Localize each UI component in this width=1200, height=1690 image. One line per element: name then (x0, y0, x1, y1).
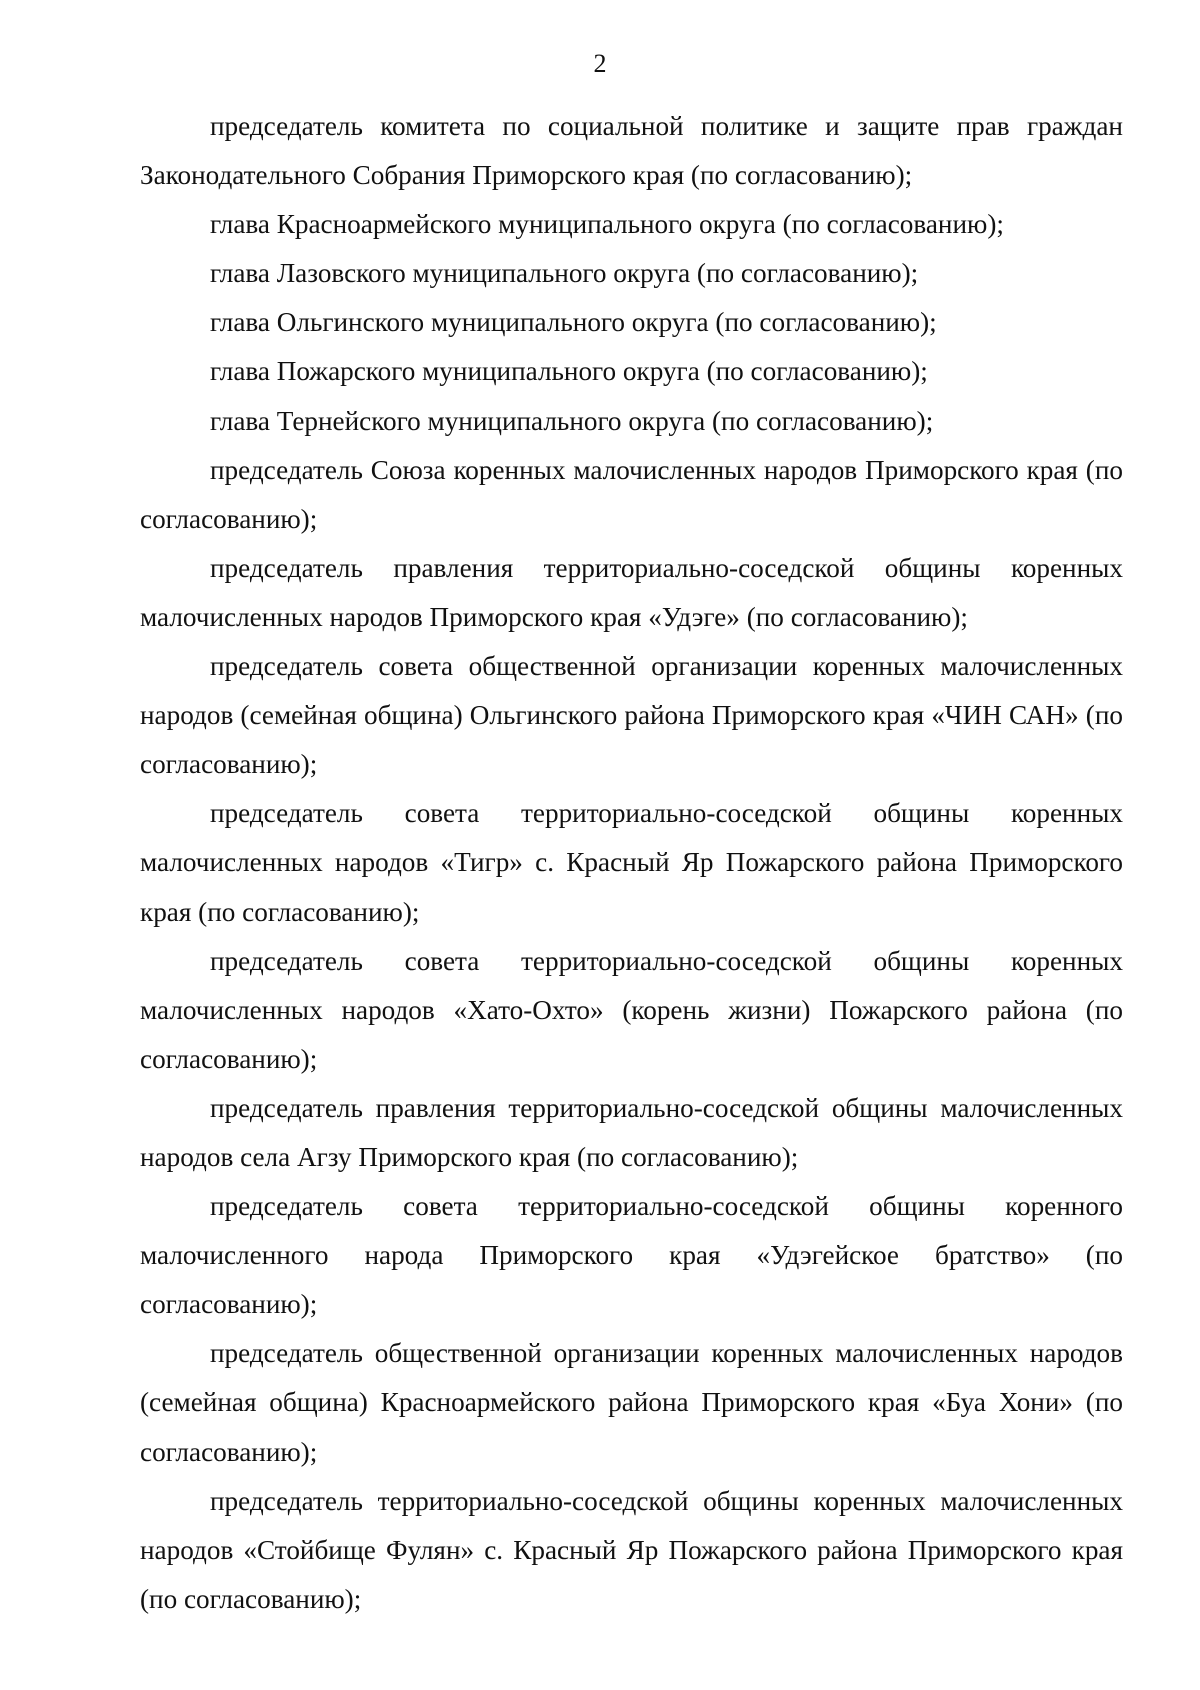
member-entry: глава Ольгинского муниципального округа (по согласованию); (210, 307, 937, 338)
member-entry: председатель совета общественной организации коренных малочисленных народов (семейная община) Ольгинского района Приморского края «ЧИН САН» (по согласованию); (140, 651, 1123, 780)
member-entry: председатель совета территориально-соседской общины коренного малочисленного народа Приморского края «Удэгейское братство» (по согласованию); (140, 1191, 1123, 1320)
page-number: 2 (593, 49, 607, 78)
member-entry: председатель территориально-соседской общины коренных малочисленных народов «Стойбище Фулян» с. Красный Яр Пожарского района Приморского края (по согласованию); (140, 1485, 1123, 1614)
member-entry: председатель Союза коренных малочисленных народов Приморского края (по согласованию); (140, 454, 1123, 534)
member-list (140, 102, 1123, 1624)
member-entry: председатель комитета по социальной политике и защите прав граждан Законодательного Собрания Приморского края (по согласованию); (140, 111, 1123, 191)
member-entry: глава Тернейского муниципального округа (по согласованию); (210, 405, 934, 436)
member-entry: глава Лазовского муниципального округа (по согласованию); (210, 258, 919, 289)
member-entry: председатель совета территориально-соседской общины коренных малочисленных народов «Тигр» с. Красный Яр Пожарского района Приморского края (по согласованию); (140, 798, 1123, 927)
member-entry: председатель общественной организации коренных малочисленных народов (семейная община) Красноармейского района Приморского края «Буа Хони» (по согласованию); (140, 1338, 1123, 1467)
member-entry: председатель правления территориально-соседской общины малочисленных народов села Агзу Приморского края (по согласованию); (140, 1092, 1123, 1172)
member-entry: глава Красноармейского муниципального округа (по согласованию); (210, 209, 1004, 240)
member-entry: глава Пожарского муниципального округа (по согласованию); (210, 356, 928, 387)
member-entry: председатель правления территориально-соседской общины коренных малочисленных народов Приморского края «Удэге» (по согласованию); (140, 552, 1123, 632)
member-entry: председатель совета территориально-соседской общины коренных малочисленных народов «Хато-Охто» (корень жизни) Пожарского района (по согласованию); (140, 945, 1123, 1074)
